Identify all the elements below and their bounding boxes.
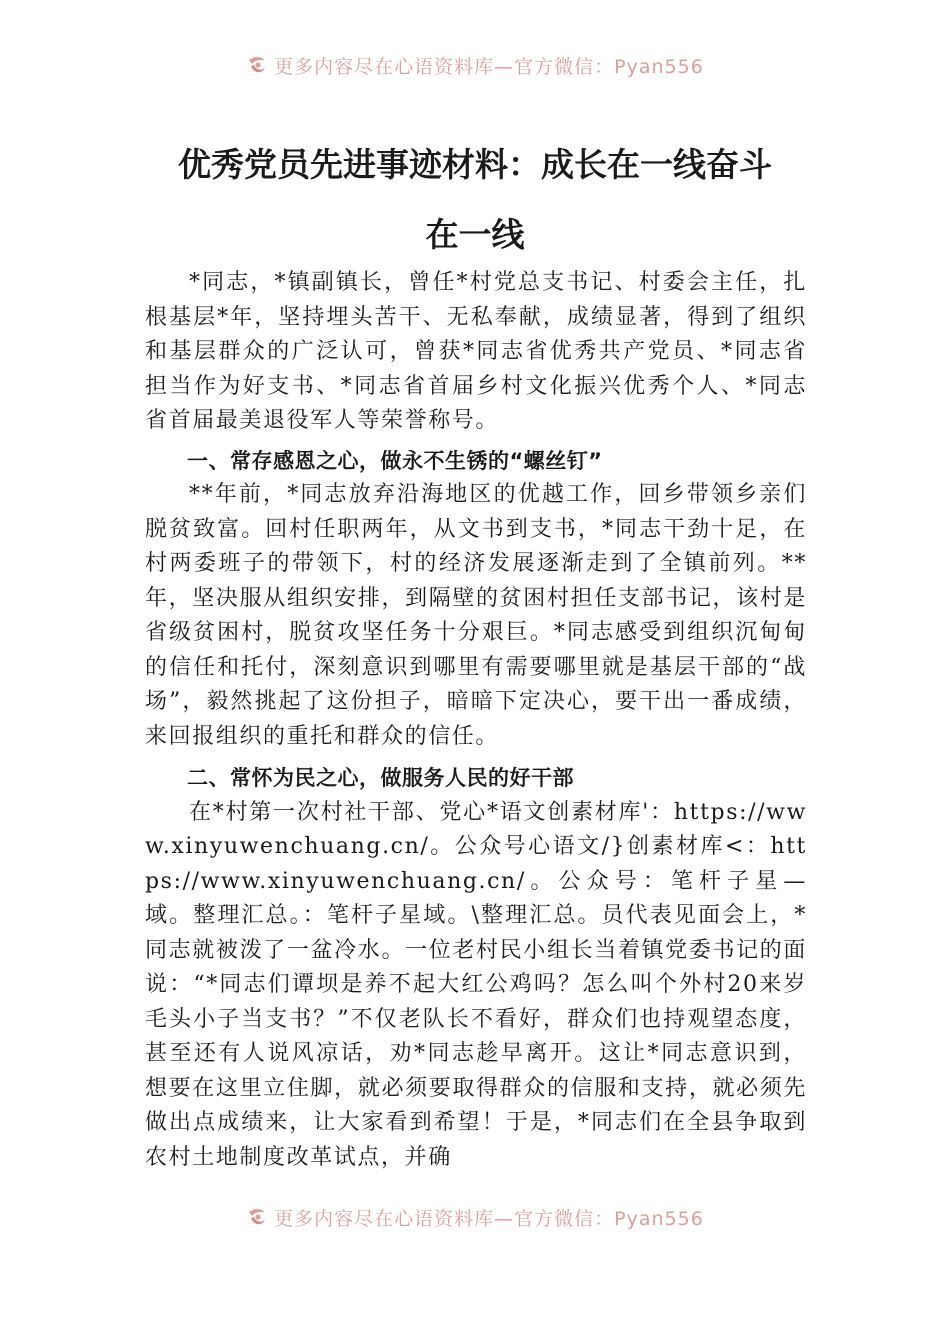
watermark-logo-icon (246, 1206, 268, 1228)
title-line-2: 在一线 (425, 215, 525, 254)
watermark-content (246, 54, 704, 79)
section-heading-2: 二、常怀为民之心，做服务人民的好干部 (187, 766, 574, 790)
paragraph-section-2: 在*村第一次村社干部、党心*语文创素材库'：https://www.xinyuwenchuang.cn/。公众号心语文/}创素材库<：https://www.xinyuwenchuang.cn/。公众号：笔杆子星—域。整理汇总。：笔杆子星域。\整理汇总。员代表见面会上，*同志就被泼了一盆冷水。一位老村民小组长当着镇党委书记的面说：“*同志们谭坝是养不起大红公鸡吗？怎么叫个外村20来岁毛头小子当支书？”不仅老队长不看好，群众们也持观望态度，甚至还有人说风凉话，劝*同志趁早离开。这让*同志意识到，想要在这里立住脚，就必须要取得群众的信服和支持，就必须先做出点成绩来，让大家看到希望！于是，*同志们在全县争取到农村土地制度改革试点，并确 (145, 799, 807, 1170)
paragraph-intro: *同志，*镇副镇长，曾任*村党总支书记、村委会主任，扎根基层*年，坚持埋头苦干、无私奉献，成绩显著，得到了组织和基层群众的广泛认可，曾获*同志省优秀共产党员、*同志省担当作为好支书、*同志省首届乡村文化振兴优秀个人、*同志省首届最美退役军人等荣誉称号。 (145, 270, 807, 433)
watermark-top (0, 54, 950, 88)
section-heading-1: 一、常存感恩之心，做永不生锈的“螺丝钉” (187, 448, 603, 473)
watermark-text: 更多内容尽在心语资料库—官方微信：Pyan556 (274, 55, 704, 78)
document-title (140, 130, 810, 270)
watermark-bottom (0, 1206, 950, 1240)
watermark-text: 更多内容尽在心语资料库—官方微信：Pyan556 (274, 1207, 704, 1230)
watermark-content (246, 1206, 704, 1231)
document-body (145, 266, 807, 1175)
watermark-logo-icon (246, 54, 268, 76)
title-line-1: 优秀党员先进事迹材料：成长在一线奋斗 (178, 145, 772, 184)
paragraph-section-1: **年前，*同志放弃沿海地区的优越工作，回乡带领乡亲们脱贫致富。回村任职两年，从文书到支书，*同志干劲十足，在村两委班子的带领下，村的经济发展逐渐走到了全镇前列。**年，坚决服从组织安排，到隔壁的贫困村担任支部书记，该村是省级贫困村，脱贫攻坚任务十分艰巨。*同志感受到组织沉甸甸的信任和托付，深刻意识到哪里有需要哪里就是基层干部的“战场”，毅然挑起了这份担子，暗暗下定决心，要干出一番成绩，来回报组织的重托和群众的信任。 (145, 482, 807, 749)
